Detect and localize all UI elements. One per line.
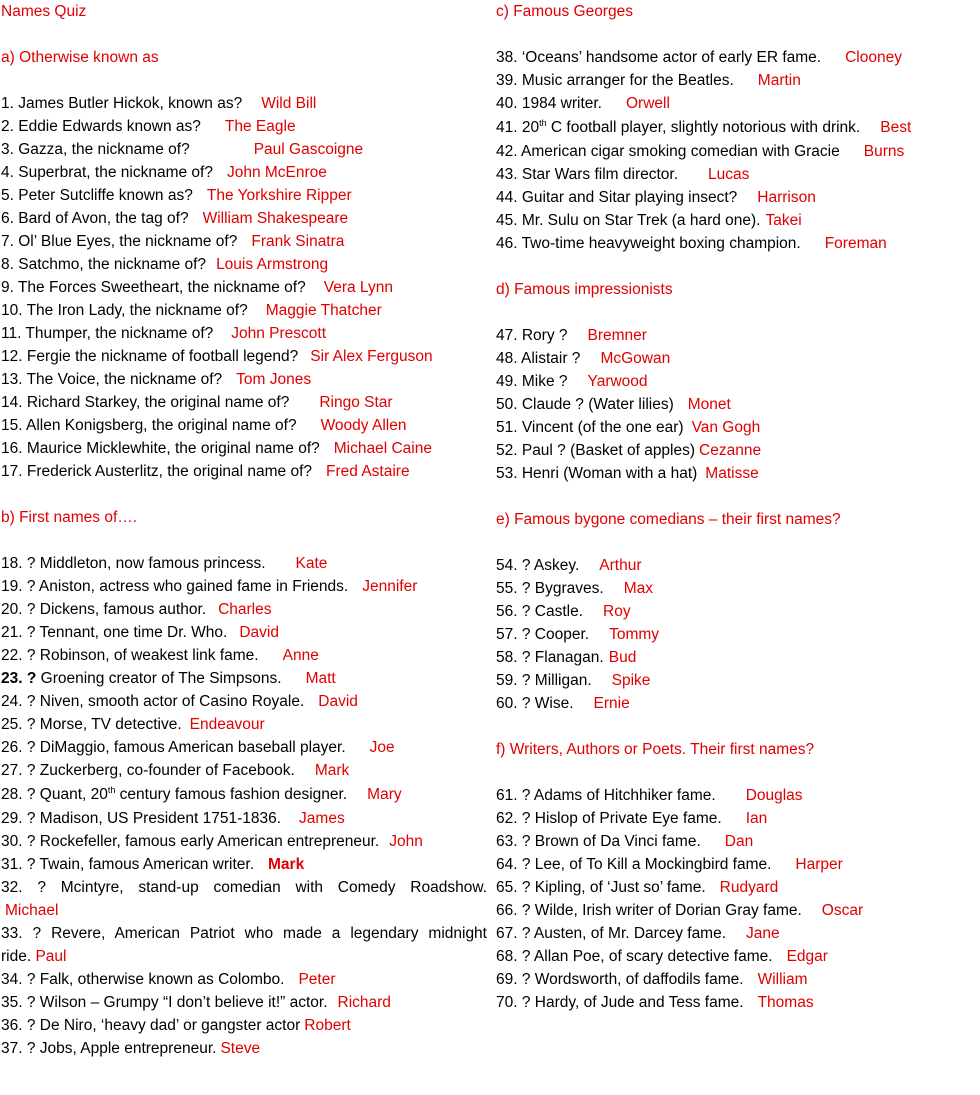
quiz-item: 40. 1984 writer. Orwell xyxy=(496,95,670,112)
quiz-item: 12. Fergie the nickname of football legend? Sir Alex Ferguson xyxy=(1,348,433,365)
quiz-item: 47. Rory ? Bremner xyxy=(496,327,647,344)
quiz-item: 33. ? Revere, American Patriot who made a legendary midnight xyxy=(1,925,487,942)
quiz-item: 63. ? Brown of Da Vinci fame. Dan xyxy=(496,833,754,850)
section-c-heading: c) Famous Georges xyxy=(496,3,633,20)
section-f-heading: f) Writers, Authors or Poets. Their first names? xyxy=(496,741,815,758)
quiz-item: 35. ? Wilson – Grumpy “I don’t believe it!” actor. Richard xyxy=(1,994,391,1011)
quiz-item: 19. ? Aniston, actress who gained fame in Friends. Jennifer xyxy=(1,578,418,595)
quiz-item: 30. ? Rockefeller, famous early American entrepreneur. John xyxy=(1,833,423,850)
quiz-item: 28. ? Quant, 20th century famous fashion designer. Mary xyxy=(1,784,402,803)
quiz-item: 61. ? Adams of Hitchhiker fame. Douglas xyxy=(496,787,803,804)
quiz-item: 53. Henri (Woman with a hat) Matisse xyxy=(496,465,759,482)
quiz-item: 59. ? Milligan. Spike xyxy=(496,672,651,689)
quiz-item: 49. Mike ? Yarwood xyxy=(496,373,648,390)
quiz-item: 55. ? Bygraves. Max xyxy=(496,580,653,597)
quiz-item: 1. James Butler Hickok, known as? Wild Bill xyxy=(1,95,317,112)
quiz-item: 58. ? Flanagan. Bud xyxy=(496,649,637,666)
quiz-item: 25. ? Morse, TV detective. Endeavour xyxy=(1,716,265,733)
quiz-item: 52. Paul ? (Basket of apples) Cezanne xyxy=(496,442,762,459)
quiz-item: 13. The Voice, the nickname of? Tom Jones xyxy=(1,371,312,388)
page-title: Names Quiz xyxy=(1,3,87,20)
quiz-item: 37. ? Jobs, Apple entrepreneur. Steve xyxy=(1,1040,261,1057)
quiz-item: 10. The Iron Lady, the nickname of? Maggie Thatcher xyxy=(1,302,382,319)
quiz-item: 43. Star Wars film director. Lucas xyxy=(496,166,750,183)
quiz-item: 69. ? Wordsworth, of daffodils fame. William xyxy=(496,971,808,988)
quiz-item: 64. ? Lee, of To Kill a Mockingbird fame. Harper xyxy=(496,856,843,873)
quiz-item: 45. Mr. Sulu on Star Trek (a hard one). Takei xyxy=(496,212,802,229)
quiz-item: 54. ? Askey. Arthur xyxy=(496,557,642,574)
section-e-heading: e) Famous bygone comedians – their first names? xyxy=(496,511,841,528)
quiz-item: 11. Thumper, the nickname of? John Prescott xyxy=(1,325,327,342)
section-b-heading: b) First names of…. xyxy=(1,509,138,526)
quiz-item: 27. ? Zuckerberg, co-founder of Facebook. Mark xyxy=(1,762,350,779)
quiz-item: 65. ? Kipling, of ‘Just so’ fame. Rudyard xyxy=(496,879,779,896)
quiz-item: 50. Claude ? (Water lilies) Monet xyxy=(496,396,731,413)
quiz-item: 16. Maurice Micklewhite, the original name of? Michael Caine xyxy=(1,440,432,457)
quiz-item: 60. ? Wise. Ernie xyxy=(496,695,630,712)
quiz-item: 32. ? Mcintyre, stand-up comedian with Comedy Roadshow. xyxy=(1,879,487,896)
right-column xyxy=(496,0,976,1014)
quiz-item: 70. ? Hardy, of Jude and Tess fame. Thomas xyxy=(496,994,814,1011)
quiz-item: 7. Ol’ Blue Eyes, the nickname of? Frank Sinatra xyxy=(1,233,345,250)
quiz-item: 8. Satchmo, the nickname of? Louis Armstrong xyxy=(1,256,329,273)
quiz-item: 21. ? Tennant, one time Dr. Who. David xyxy=(1,624,279,641)
quiz-item: 14. Richard Starkey, the original name of? Ringo Star xyxy=(1,394,393,411)
quiz-item: 46. Two-time heavyweight boxing champion. Foreman xyxy=(496,235,887,252)
quiz-item: 20. ? Dickens, famous author. Charles xyxy=(1,601,272,618)
quiz-item: 67. ? Austen, of Mr. Darcey fame. Jane xyxy=(496,925,780,942)
quiz-item: 66. ? Wilde, Irish writer of Dorian Gray fame. Oscar xyxy=(496,902,864,919)
quiz-item: 48. Alistair ? McGowan xyxy=(496,350,671,367)
quiz-item: 36. ? De Niro, ‘heavy dad’ or gangster actor Robert xyxy=(1,1017,351,1034)
quiz-item: 31. ? Twain, famous American writer. Mark xyxy=(1,856,305,873)
quiz-item: 5. Peter Sutcliffe known as? The Yorkshire Ripper xyxy=(1,187,352,204)
quiz-item: 56. ? Castle. Roy xyxy=(496,603,631,620)
quiz-item: 29. ? Madison, US President 1751-1836. James xyxy=(1,810,345,827)
quiz-item: 38. ‘Oceans’ handsome actor of early ER fame. Clooney xyxy=(496,49,902,66)
quiz-item: 39. Music arranger for the Beatles. Martin xyxy=(496,72,801,89)
quiz-item: 51. Vincent (of the one ear) Van Gogh xyxy=(496,419,761,436)
quiz-item: 4. Superbrat, the nickname of? John McEnroe xyxy=(1,164,327,181)
quiz-item: 68. ? Allan Poe, of scary detective fame. Edgar xyxy=(496,948,828,965)
quiz-item: 57. ? Cooper. Tommy xyxy=(496,626,660,643)
quiz-item: 18. ? Middleton, now famous princess. Kate xyxy=(1,555,328,572)
quiz-item: 15. Allen Konigsberg, the original name of? Woody Allen xyxy=(1,417,407,434)
quiz-item: 41. 20th C football player, slightly notorious with drink. Best xyxy=(496,117,912,136)
quiz-item: 23. ? Groening creator of The Simpsons. Matt xyxy=(1,670,336,687)
quiz-item-continuation: Michael xyxy=(5,902,59,919)
quiz-item: 22. ? Robinson, of weakest link fame. Anne xyxy=(1,647,319,664)
quiz-item: 3. Gazza, the nickname of? Paul Gascoigne xyxy=(1,141,364,158)
section-a-heading: a) Otherwise known as xyxy=(1,49,159,66)
quiz-item: 34. ? Falk, otherwise known as Colombo. Peter xyxy=(1,971,336,988)
left-column xyxy=(1,0,487,1060)
quiz-item: 2. Eddie Edwards known as? The Eagle xyxy=(1,118,296,135)
quiz-item-continuation: ride. Paul xyxy=(1,948,67,965)
quiz-item: 24. ? Niven, smooth actor of Casino Royale. David xyxy=(1,693,358,710)
quiz-item: 42. American cigar smoking comedian with Gracie Burns xyxy=(496,143,905,160)
quiz-item: 6. Bard of Avon, the tag of? William Shakespeare xyxy=(1,210,349,227)
quiz-item: 17. Frederick Austerlitz, the original name of? Fred Astaire xyxy=(1,463,410,480)
quiz-item: 9. The Forces Sweetheart, the nickname of? Vera Lynn xyxy=(1,279,393,296)
section-d-heading: d) Famous impressionists xyxy=(496,281,673,298)
quiz-item: 26. ? DiMaggio, famous American baseball player. Joe xyxy=(1,739,395,756)
quiz-item: 44. Guitar and Sitar playing insect? Harrison xyxy=(496,189,816,206)
quiz-item: 62. ? Hislop of Private Eye fame. Ian xyxy=(496,810,768,827)
